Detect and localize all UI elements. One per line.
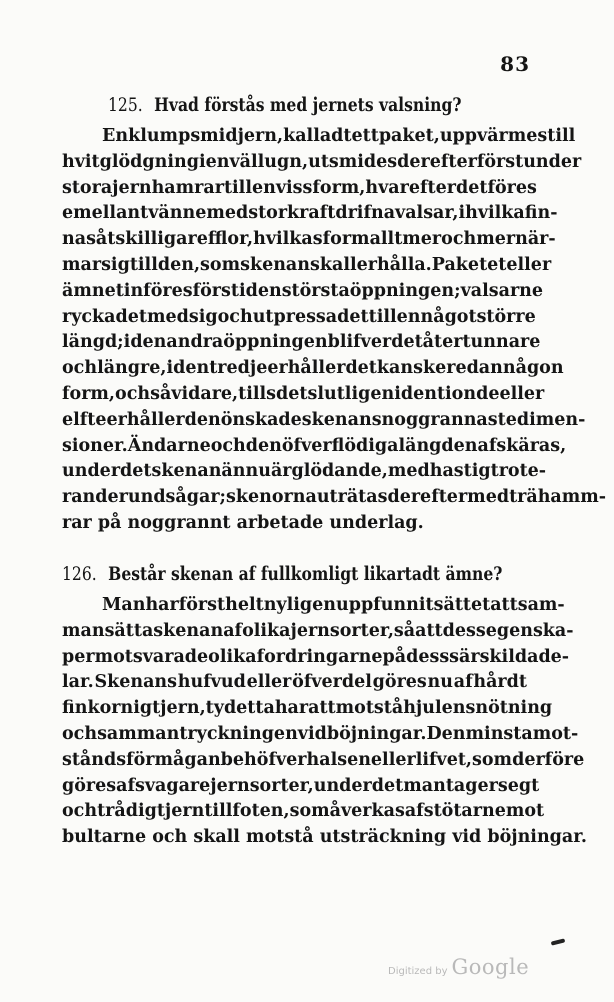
word: hårdt xyxy=(473,672,527,693)
word: och xyxy=(62,723,98,744)
word: mer xyxy=(402,229,442,250)
word: derefter xyxy=(387,487,468,508)
word: öppningen; xyxy=(349,280,461,301)
word: tager xyxy=(445,775,498,796)
text-line xyxy=(62,722,579,748)
word: sättet xyxy=(433,595,491,615)
word: olika xyxy=(242,620,291,641)
word: med xyxy=(146,306,189,327)
word: vidare, xyxy=(171,383,239,404)
word: rundsågar; xyxy=(118,487,227,508)
word: eller xyxy=(246,672,292,693)
text-line xyxy=(62,124,576,150)
word: det xyxy=(391,332,423,353)
word: på xyxy=(382,646,407,667)
text-line xyxy=(62,511,527,537)
word: göres xyxy=(62,775,117,796)
text-line xyxy=(62,408,586,434)
word: i xyxy=(123,332,131,353)
word: hvilka xyxy=(465,203,525,224)
word: Paketet xyxy=(431,254,507,275)
word: segt xyxy=(497,775,540,796)
word: allt xyxy=(369,229,403,250)
word: att xyxy=(308,698,336,719)
word: per xyxy=(62,646,95,667)
word: sam- xyxy=(517,595,565,615)
text-line xyxy=(62,825,587,851)
word: längre, xyxy=(97,358,167,379)
word: med xyxy=(387,461,430,482)
word: under xyxy=(523,151,582,172)
word: som xyxy=(289,801,330,822)
word: jernsorter, xyxy=(290,620,394,641)
word: längd; xyxy=(62,332,124,353)
text-line xyxy=(62,305,536,331)
word: stor xyxy=(248,203,288,224)
word: och xyxy=(210,435,246,456)
digitized-label: Digitized by xyxy=(388,966,448,977)
word: den xyxy=(173,358,210,379)
google-logo: Google xyxy=(451,955,530,979)
word: uppvärmes xyxy=(439,126,548,146)
word: den xyxy=(184,409,221,430)
word: fordringarne xyxy=(256,646,383,667)
text-line xyxy=(62,434,567,460)
word: till xyxy=(223,177,252,198)
word: som xyxy=(472,749,513,770)
word: jernsorter, xyxy=(210,775,314,796)
word: erhåller xyxy=(106,409,185,430)
word: som xyxy=(200,254,241,275)
word: jernhamrar xyxy=(112,177,224,198)
section-heading-126 xyxy=(62,563,502,585)
word: tredje xyxy=(209,358,268,379)
word: valsarne xyxy=(460,280,544,301)
word: glödande, xyxy=(291,461,388,482)
word: af xyxy=(404,801,424,822)
word: och xyxy=(115,383,151,404)
word: åter xyxy=(422,332,463,353)
word: den xyxy=(245,280,282,301)
word: med xyxy=(206,203,249,224)
word: smidjern, xyxy=(190,126,284,146)
word: ett xyxy=(351,126,379,146)
word: det xyxy=(337,306,369,327)
word: till xyxy=(368,306,397,327)
word: erhålla. xyxy=(356,254,432,275)
word: föres xyxy=(487,177,537,198)
word: det xyxy=(455,177,488,198)
word: nyligen xyxy=(263,595,336,615)
word: till xyxy=(204,801,233,822)
text-line xyxy=(62,670,527,696)
word: det xyxy=(276,383,308,404)
word: öfverdel xyxy=(292,672,372,693)
word: eller xyxy=(370,749,416,770)
digitization-footer xyxy=(388,955,529,979)
word: har xyxy=(274,698,309,719)
word: att xyxy=(415,620,443,641)
word: öppningen xyxy=(223,332,328,353)
word: införes xyxy=(123,280,193,301)
word: redan xyxy=(446,358,503,379)
word: eller xyxy=(499,383,545,404)
word: paket, xyxy=(378,126,440,146)
word: så xyxy=(393,620,416,641)
word: af xyxy=(223,620,243,641)
section-body-126 xyxy=(62,593,587,851)
word: sig xyxy=(101,254,130,275)
word: trähamm- xyxy=(509,487,607,508)
word: Den xyxy=(426,723,466,744)
word: nu xyxy=(427,672,453,693)
word: mar xyxy=(62,254,102,275)
word: valsar, xyxy=(395,203,459,224)
word: skenan xyxy=(240,254,310,275)
word: skall xyxy=(310,254,357,275)
word: dess xyxy=(442,620,486,641)
word: tunnare xyxy=(462,332,541,353)
word: jern xyxy=(164,801,205,822)
word: åtskilliga xyxy=(95,229,188,250)
section-number: 125. xyxy=(108,94,143,116)
word: svagare xyxy=(135,775,211,796)
word: nötning xyxy=(475,698,553,719)
word: utpressa xyxy=(252,306,338,327)
word: lar. xyxy=(62,672,94,693)
word: klump xyxy=(128,126,191,146)
word: skenan xyxy=(151,461,222,482)
word: det xyxy=(371,775,404,796)
word: erhåller xyxy=(267,358,346,379)
word: är xyxy=(270,461,292,482)
word: öfverflödiga xyxy=(281,435,399,456)
word: trådigt xyxy=(97,801,165,822)
word: det xyxy=(345,358,377,379)
word: stötarne xyxy=(423,801,506,822)
word: den xyxy=(400,383,437,404)
word: en xyxy=(205,151,230,172)
word: särskilda xyxy=(449,646,539,667)
word: skenorna xyxy=(226,487,317,508)
word: vid xyxy=(297,723,327,744)
word: minsta xyxy=(465,723,533,744)
word: rande xyxy=(62,487,119,508)
text-line xyxy=(62,150,582,176)
word: sammantryckningen xyxy=(97,723,298,744)
word: att xyxy=(490,595,518,615)
text-line xyxy=(62,253,552,279)
word: och xyxy=(441,229,477,250)
word: form xyxy=(322,229,370,250)
text-line xyxy=(62,485,607,511)
word: i xyxy=(238,280,246,301)
word: det xyxy=(120,461,152,482)
text-line xyxy=(62,279,544,305)
word: till xyxy=(129,254,158,275)
word: under xyxy=(62,461,121,482)
word: noggrannaste xyxy=(381,409,517,430)
word: foten, xyxy=(232,801,290,822)
word: ty xyxy=(205,698,224,719)
word: fin- xyxy=(524,203,558,224)
line-text: rar på noggrannt arbetade underlag. xyxy=(62,512,424,533)
text-line xyxy=(62,619,574,645)
word: hvarefter xyxy=(365,177,456,198)
word: först xyxy=(192,280,239,301)
word: tionde xyxy=(436,383,500,404)
word: den xyxy=(130,332,167,353)
word: behöfver xyxy=(220,749,307,770)
word: andra xyxy=(166,332,224,353)
word: med xyxy=(467,487,510,508)
word: mot- xyxy=(532,723,579,744)
word: ännu xyxy=(221,461,271,482)
line-text: bultarne och skall motstå utsträckning vid böjningar. xyxy=(62,827,587,848)
word: största xyxy=(281,280,350,301)
word: eller xyxy=(506,254,552,275)
word: när- xyxy=(515,229,556,250)
word: sioner. xyxy=(62,435,128,456)
word: och xyxy=(217,306,253,327)
word: emellan xyxy=(62,203,141,224)
word: afskäras, xyxy=(477,435,567,456)
word: kalladt xyxy=(283,126,352,146)
word: elfte xyxy=(62,409,107,430)
word: i xyxy=(458,203,466,224)
word: i xyxy=(394,383,401,404)
word: göres xyxy=(372,672,427,693)
word: under xyxy=(313,775,372,796)
word: halsen xyxy=(306,749,371,770)
word: refflor, xyxy=(187,229,254,250)
word: nas xyxy=(62,229,96,250)
text-line xyxy=(62,356,564,382)
word: helt xyxy=(225,595,264,615)
word: hvitglödgning xyxy=(62,151,199,172)
page-number: 83 xyxy=(500,52,530,76)
word: sig xyxy=(188,306,218,327)
text-line xyxy=(62,799,545,825)
word: Skenans xyxy=(94,672,177,693)
word: slutligen xyxy=(307,383,395,404)
word: böjningar. xyxy=(326,723,427,744)
word: önskade xyxy=(220,409,302,430)
word: en xyxy=(251,177,276,198)
word: finkornigt xyxy=(62,698,161,719)
word: den, xyxy=(157,254,201,275)
word: har xyxy=(145,595,179,615)
word: det xyxy=(115,306,147,327)
word: åverkas xyxy=(329,801,405,822)
word: skenan xyxy=(153,620,224,641)
word: mot xyxy=(505,801,545,822)
word: egenska- xyxy=(485,620,574,641)
text-line xyxy=(62,696,553,722)
section-title: Består skenan af fullkomligt likartadt ämne? xyxy=(108,563,503,585)
section-heading-125 xyxy=(108,94,461,116)
word: detta xyxy=(223,698,275,719)
word: skenans xyxy=(301,409,382,430)
word: blifver xyxy=(327,332,392,353)
word: kraft xyxy=(287,203,336,224)
word: något xyxy=(420,306,477,327)
word: dess xyxy=(406,646,450,667)
word: i xyxy=(198,151,206,172)
word: uppfunnit xyxy=(335,595,434,615)
word: kanske xyxy=(376,358,447,379)
text-line xyxy=(62,774,540,800)
word: hvilkas xyxy=(253,229,323,250)
word: man xyxy=(403,775,446,796)
word: först xyxy=(178,595,226,615)
word: till xyxy=(547,126,576,146)
text-line xyxy=(62,227,556,253)
word: mansätta xyxy=(62,620,154,641)
word: utsmides xyxy=(308,151,398,172)
word: den xyxy=(245,435,282,456)
text-line xyxy=(62,748,585,774)
word: form, xyxy=(62,383,116,404)
word: hastigt xyxy=(429,461,499,482)
text-line xyxy=(62,459,547,485)
word: derföre xyxy=(512,749,585,770)
word: de- xyxy=(538,646,570,667)
word: motstå xyxy=(335,698,404,719)
word: så xyxy=(150,383,172,404)
word: och xyxy=(62,801,98,822)
word: Ändarne xyxy=(127,435,211,456)
word: mer xyxy=(476,229,516,250)
text-line xyxy=(62,330,541,356)
word: En xyxy=(102,126,129,146)
word: först xyxy=(476,151,524,172)
section-title: Hvad förstås med jernets valsning? xyxy=(154,94,462,116)
word: stora xyxy=(62,177,113,198)
word: ståndsförmågan xyxy=(62,749,221,770)
word: vällugn, xyxy=(229,151,309,172)
word: derefter xyxy=(397,151,477,172)
word: de xyxy=(184,646,209,667)
word: jern, xyxy=(160,698,206,719)
word: olika xyxy=(208,646,257,667)
text-line xyxy=(62,593,565,619)
word: Man xyxy=(102,595,146,615)
text-line xyxy=(62,645,570,671)
word: rote- xyxy=(498,461,547,482)
word: af xyxy=(453,672,473,693)
word: en xyxy=(396,306,421,327)
word: ämnet xyxy=(62,280,124,301)
word: hjulens xyxy=(403,698,476,719)
text-line xyxy=(62,382,545,408)
ink-mark xyxy=(551,938,566,945)
word: större xyxy=(476,306,536,327)
word: någon xyxy=(502,358,564,379)
word: tvänne xyxy=(140,203,207,224)
word: lifvet, xyxy=(415,749,473,770)
word: viss xyxy=(275,177,313,198)
word: form, xyxy=(312,177,366,198)
word: hufvud xyxy=(177,672,246,693)
word: dimen- xyxy=(516,409,586,430)
word: uträtas xyxy=(316,487,388,508)
word: motsvara xyxy=(94,646,185,667)
word: rycka xyxy=(62,306,116,327)
word: af xyxy=(116,775,135,796)
text-line xyxy=(62,201,558,227)
text-line xyxy=(62,176,537,202)
section-number: 126. xyxy=(62,563,97,585)
word: tills xyxy=(238,383,277,404)
word: i xyxy=(166,358,174,379)
word: längden xyxy=(398,435,478,456)
word: och xyxy=(62,358,98,379)
section-body-125 xyxy=(62,124,607,537)
word: drifna xyxy=(335,203,396,224)
